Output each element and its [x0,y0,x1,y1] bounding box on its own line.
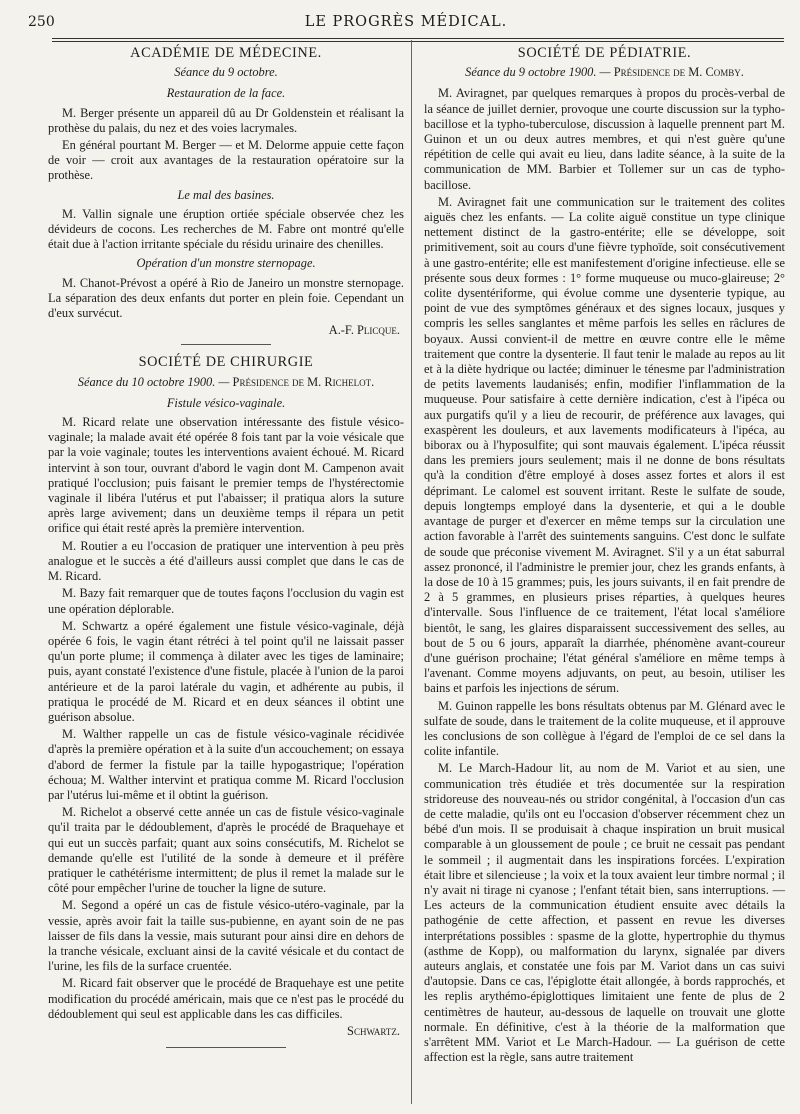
paragraph: M. Schwartz a opéré également une fistule vésico-vaginale, déjà opérée 6 fois, le vagin étant rétréci à tel point qu'il ne laissait passer qu'un porte plume; il commença à dilater avec les tiges de laminaire; puis, ayant constaté l'existence d'une fistule, placée à l'union de la paroi antérieure et de la paroi latérale du vagin, et adhérente au pubis, il pratiqua le procédé de M. Ricard et en deux séances il obtint une guérison absolue. [48,618,404,724]
paragraph: En général pourtant M. Berger — et M. Delorme appuie cette façon de voir — croit aux avantages de la restauration opératoire sur la prothèse. [48,138,404,183]
section-rule [166,1047,286,1048]
paragraph: M. Berger présente un appareil dû au Dr Goldenstein et réalisant la prothèse du palais, du nez et des voies lacrymales. [48,105,404,135]
session-date: Séance du 9 octobre 1900. — [465,65,611,80]
subsection-title: Fistule vésico-vaginale. [166,395,286,410]
page-header [28,14,784,36]
signature: Schwartz. [347,1023,400,1038]
paragraph: M. Bazy fait remarquer que de toutes façons l'occlusion du vagin est une opération déplorable. [48,586,404,616]
paragraph: M. Guinon rappelle les bons résultats obtenus par M. Glénard avec le sulfate de soude, dans le traitement de la colite muqueuse, et il approuve les conclusions de son collègue à l'égard de l'emploi de ce sel dans la colite infantile. [424,698,785,759]
subsection-title: Le mal des basines. [177,187,275,202]
page-number: 250 [28,14,55,30]
paragraph: M. Chanot-Prévost a opéré à Rio de Janeiro un monstre sternopage. La séparation des deux enfants dut porter en plein foie. Cependant un d'eux survécut. [48,275,404,321]
session-date: Séance du 9 octobre. [174,65,278,80]
right-column [424,44,785,1067]
section-title-pediatrie: SOCIÉTÉ DE PÉDIATRIE. [517,45,692,61]
paragraph: M. Vallin signale une éruption ortiée spéciale observée chez les dévideurs de cocons. Les recherches de M. Fabre ont montré qu'elle était due à l'action irritante spéciale du résidu urinaire des chenilles. [48,206,404,252]
header-rule [52,41,784,42]
left-column [48,44,404,1056]
paragraph: M. Routier a eu l'occasion de pratiquer une intervention à peu près analogue et le succès a été d'ailleurs aussi complet que dans le cas de M. Ricard. [48,538,404,584]
paragraph: M. Richelot a observé cette année un cas de fistule vésico-vaginale qu'il traita par le dédoublement, d'après le procédé de Braquehaye et qui eut un succès parfait; quant aux soins consécutifs, M. Richelot se demande qu'elle est l'utilité de la sonde à demeure et il préfère pratiquer le cathétérisme intermittent; de plus il remet la malade sur le côté pour empêcher l'urine de toucher la ligne de suture. [48,805,404,896]
column-divider [411,40,412,1104]
paragraph: M. Aviragnet fait une communication sur le traitement des colites aiguës chez les enfants. — La colite aiguë constitue un type clinique nettement distinct de la gastro-entérite; elle se développe, soit primitivement, soit au cours d'une fièvre typhoïde, soit consécutivement à une gastro-entérite; elle est manifestement d'origine infectieuse. elle se présente sous deux formes : 1° forme muqueuse ou muco-glaireuse; 2° colite dysentériforme, qui évolue comme une dysenterie typique, au point de vue des symptômes généraux et des signes locaux, jusques y compris les selles sanglantes et même parfois les selles en râclures de boyaux. Aussi convient-il de mettre en œuvre contre elle le même traitement que contre la dysenterie. Il faut tenir le malade au repos au lit et à la diète hydrique ou lactée; diminuer le ténesme par l'administration de petits lavements laudanisés; enfin, modifier l'inflammation de la muqueuse. Pour satisfaire à cette dernière indication, c'est à l'ipéca ou aux purgatifs qu'il y a lieu de recourir, de préférence aux lavages, qui exaspèrent les douleurs, et aux lavements modificateurs à l'ipéca, au biborax ou à l'hyposulfite; qui sont mauvais également. L'ipéca réussit dans les premiers jours seulement; mais il ne donne de bons résultats qu'à la condition d'être employé à doses assez fortes et alors il est déprimant. Le calomel est souvent irritant. Reste le sulfate de soude, depuis longtemps employé dans la dysenterie, et qui a le double avantage de purger et d'exercer en même temps sur la circulation une action favorable à l'arrêt des suintements sanguins. C'est donc le sulfate de soude que préconise vivement M. Aviragnet. S'il y a un état saburral assez prononcé, il l'administre le premier jour, chez les grands enfants, à la dose de 10 à 15 grammes; puis, les jours suivants, il en fait prendre de 2 à 5 grammes, en plusieurs prises réparties, à quelques heures d'intervalle. Sous l'influence de ce traitement, l'état local s'améliore bientôt, le sang, les glaires disparaissent successivement des selles, au bout de 5 ou 6 jours, apparaît la diarrhée, phénomène avant-coureur d'une guérison prochaine; l'état général s'améliore en même temps à l'avenant. Comme moyens adjuvants, on peut, au besoin, utiliser les bains et parfois les injections de sérum. [424,194,785,696]
session-line [48,375,404,390]
paragraph: M. Aviragnet, par quelques remarques à propos du procès-verbal de la séance de juillet dernier, provoque une courte discussion sur la typho-bacillose et la typho-tuberculose, discussion à laquelle prennent part M. Guinon et un ou deux autres membres, et qui n'est guère qu'une répétition de celle qui avait eu lieu, dans ladite séance, à la suite de la communication de MM. Barbier et Tollemer sur un cas de typho-bacillose. [424,86,785,192]
paragraph: M. Ricard relate une observation intéressante des fistule vésico-vaginale; la malade avait été opérée 8 fois tant par la voie vésicale que par la voie vaginale; toutes les interventions avaient échoué. M. Ricard intervint à son tour, ouvrant d'abord le vagin dont M. Campenon avait pratiqué l'occlusion; puis faisant le premier temps de l'hystérectomie vaginale il libéra l'utérus et put l'abaisser; il pratiqua alors la suture après large avivement; dans un deuxième temps il répara un petit orifice qui était resté après la première intervention. [48,415,404,536]
subsection-title: Opération d'un monstre sternopage. [136,256,316,271]
section-title-academie: ACADÉMIE DE MÉDECINE. [130,45,322,61]
paragraph: M. Segond a opéré un cas de fistule vésico-utéro-vaginale, par la vessie, après avoir fait la taille sus-pubienne, en ayant soin de ne pas laisser de fils dans la vessie, mais suturant pour ainsi dire en dehors de la tranche vésicale, excluant ainsi de la cavité vésicale et du contact de l'urine, les fils de la surface cruentée. [48,898,404,974]
session-date: Séance du 10 octobre 1900. — [77,374,230,389]
session-presidence: Présidence de M. Richelot. [232,374,375,389]
signature: A.-F. Plicque. [328,323,400,338]
session-line [424,65,785,80]
section-rule [181,344,271,345]
header-rule [52,38,784,39]
subsection-title: Restauration de la face. [166,86,286,101]
paragraph: M. Ricard fait observer que le procédé de Braquehaye est une petite modification du procédé américain, mais que ce n'est pas le procédé du dédoublement qui seul est applicable dans les cas difficiles. [48,976,404,1021]
section-title-chirurgie: SOCIÉTÉ DE CHIRURGIE [138,354,314,371]
paragraph: M. Le March-Hadour lit, au nom de M. Variot et au sien, une communication très étudiée et très documentée sur la respiration stridoreuse des nouveau-nés ou stridor congénital, à l'occasion d'un cas de cette maladie, qu'ils ont eu l'occasion d'observer récemment chez un bébé d'un mois. Il se produisait à chaque inspiration un bruit musical comparable à un gloussement de poule ; ce bruit ne cessait pas pendant le sommeil ; il augmentait dans les inspirations forcées. L'expiration était libre et silencieuse ; la voix et la toux avaient leur timbre normal ; il n'y avait ni tirage ni cyanose ; l'enfant tétait bien, sans interruptions. — Les acteurs de la communication étudient ensuite avec détails la pathogénie de cette affection, et passent en revue les diverses interprétations possibles : spasme de la glotte, hypertrophie du thymus (asthme de Kopp), ou malformation du larynx, signalée par divers auteurs anglais, et constatée une fois par M. Variot dans un cas suivi d'autopsie. Dans ce cas, l'épiglotte était allongée, à bords rapprochés, et les replis arythémo-épiglottiques limitaient une fente de plus de 2 centimètres de hauteur, au-dessous de laquelle on trouvait une glotte normale. En définitive, c'est à la théorie de la malformation que s'arrêtent MM. Variot et Le March-Hadour. — La guérison de cette affection est la règle, sans autre traitement [424,761,785,1065]
paragraph: M. Walther rappelle un cas de fistule vésico-vaginale récidivée d'après la première opération et à la suite d'un accouchement; on essaya d'abord de fermer la fistule par la taille hypogastrique; l'opération échoua; M. Walther intervint et pratiqua comme M. Ricard l'occlusion par l'utérus lui-même et il obtint la guérison. [48,727,404,802]
journal-title: LE PROGRÈS MÉDICAL. [304,14,508,30]
session-presidence: Présidence de M. Comby. [613,65,744,80]
